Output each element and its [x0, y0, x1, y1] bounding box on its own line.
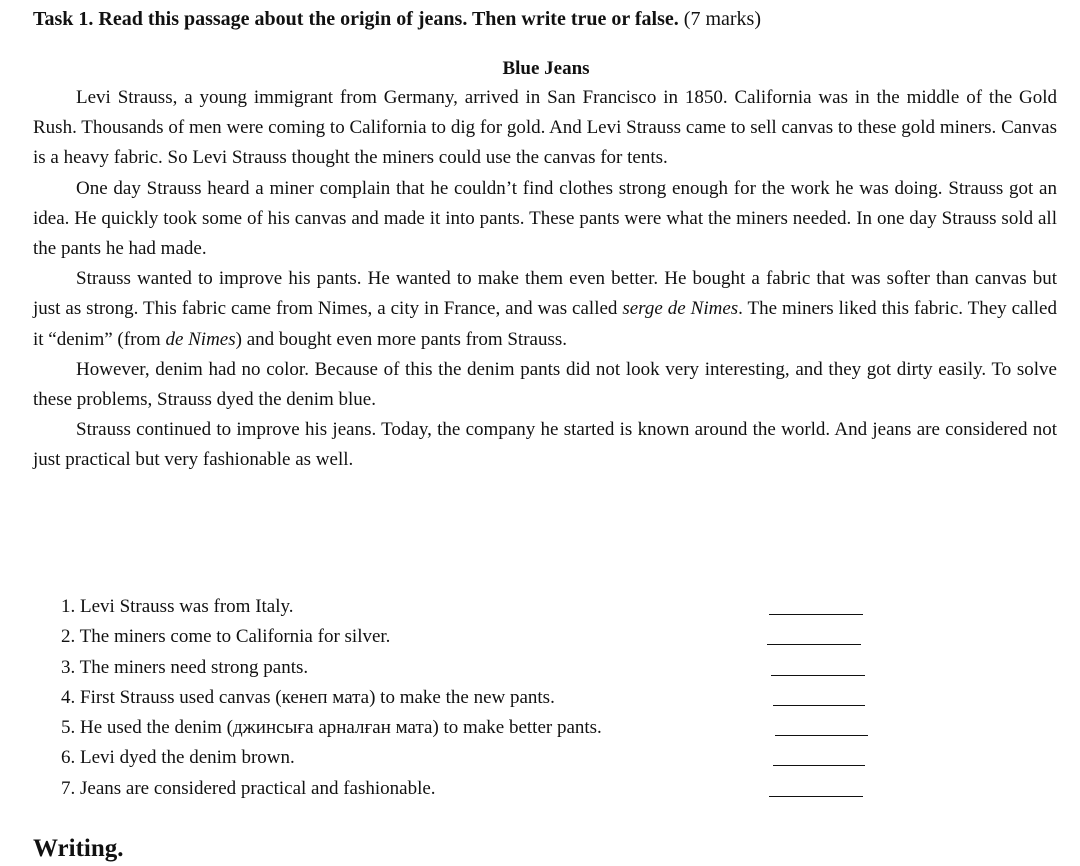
answer-blank[interactable] — [771, 675, 865, 676]
question-item — [61, 774, 881, 804]
answer-blank[interactable] — [769, 614, 863, 615]
paragraph-3-text-b: . The miners liked this fabric. They called it “denim” (from — [33, 298, 1057, 350]
paragraph-4: However, denim had no color. Because of this the denim pants did not look very interesting, and they got dirty easily. To solve these problems, Strauss dyed the denim blue. — [33, 358, 1057, 411]
question-item — [61, 653, 881, 683]
paragraph-2: One day Strauss heard a miner complain that he couldn’t find clothes strong enough for the work he was doing. Strauss got an idea. He quickly took some of his canvas and made it into pants. These pants were what the miners needed. In one day Strauss sold all the pants he had made. — [33, 177, 1057, 260]
question-text: 3. The miners need strong pants. — [61, 656, 309, 678]
question-text: 6. Levi dyed the denim brown. — [61, 747, 295, 769]
paragraph-3 — [33, 264, 1057, 355]
paragraph-5: Strauss continued to improve his jeans. Today, the company he started is known around the world. And jeans are considered not just practical but very fashionable as well. — [33, 419, 1057, 471]
question-text: 7. Jeans are considered practical and fashionable. — [61, 777, 436, 799]
question-text: 4. First Strauss used canvas (кенеп мата) to make the new pants. — [61, 686, 555, 708]
task-title — [33, 6, 761, 32]
question-item — [61, 743, 881, 773]
answer-blank[interactable] — [767, 644, 861, 645]
question-list — [61, 592, 881, 804]
task-marks: (7 marks) — [683, 8, 761, 30]
paragraph-1: Levi Strauss, a young immigrant from Germany, arrived in San Francisco in 1850. California was in the middle of the Gold Rush. Thousands of men were coming to California to dig for gold. And Levi Strauss came to sell canvas to these gold miners. Canvas is a heavy fabric. So Levi Strauss thought the miners could use the canvas for tents. — [33, 87, 1057, 169]
serge-de-nimes-term: serge de Nimes — [622, 298, 739, 320]
task-instruction: Task 1. Read this passage about the origin of jeans. Then write true or false. — [33, 8, 679, 30]
paragraph-3-text-c: ) and bought even more pants from Strauss. — [235, 328, 568, 350]
de-nimes-term: de Nimes — [165, 328, 236, 350]
writing-heading: Writing. — [33, 835, 124, 862]
answer-blank[interactable] — [775, 735, 868, 736]
answer-blank[interactable] — [769, 796, 863, 797]
question-item — [61, 713, 881, 743]
question-text: 2. The miners come to California for silver. — [61, 626, 391, 648]
passage — [33, 83, 1057, 476]
answer-blank[interactable] — [773, 765, 865, 766]
answer-blank[interactable] — [773, 705, 865, 706]
question-item — [61, 683, 881, 713]
question-item — [61, 592, 881, 622]
passage-title: Blue Jeans — [502, 58, 590, 79]
question-text: 5. He used the denim (джинсыға арналған мата) to make better pants. — [61, 717, 602, 739]
question-item — [61, 622, 881, 652]
question-text: 1. Levi Strauss was from Italy. — [61, 596, 294, 617]
paragraph-3-text-a: Strauss wanted to improve his pants. He wanted to make them even better. He bought a fabric that was softer than canvas but just as strong. This fabric came from Nimes, a city in France, and was called — [33, 268, 1057, 320]
